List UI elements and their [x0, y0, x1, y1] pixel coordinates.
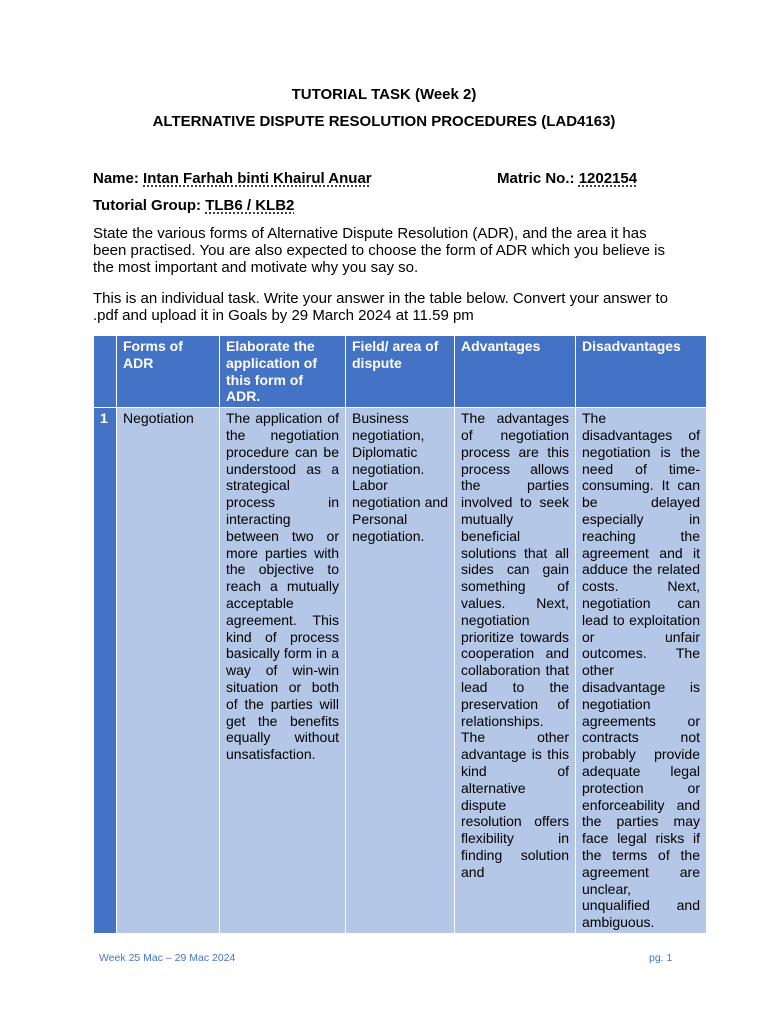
cell-field: Business negotiation, Diplomatic negotiation. Labor negotiation and Personal negotiation.	[346, 408, 455, 934]
footer-page-number: pg. 1	[649, 952, 673, 964]
cell-elaboration: The application of the negotiation procedure can be understood as a strategical process in interacting between two or more parties with the objective to reach a mutually acceptable agreement. This kind of process basically form in a way of win-win situation or both of the parties will get the benefits equally without unsatisfaction.	[220, 408, 346, 934]
footer-week: Week 25 Mac – 29 Mac 2024	[99, 952, 236, 964]
header-number	[94, 336, 117, 408]
name-value: Intan Farhah binti Khairul Anuar	[143, 170, 372, 187]
name-label: Name:	[93, 170, 139, 187]
table-row	[94, 408, 707, 934]
matric-field	[497, 170, 637, 187]
header-forms-of-adr: Forms of ADR	[117, 336, 220, 408]
tutorial-group-value: TLB6 / KLB2	[205, 197, 295, 214]
instruction-paragraph-2: This is an individual task. Write your answer in the table below. Convert your answer to .pdf and upload it in Goals by 29 March 2024 at 11.59 pm	[93, 290, 668, 324]
table-header-row	[94, 336, 707, 408]
document-title: TUTORIAL TASK (Week 2)	[291, 86, 477, 103]
tutorial-group-field	[93, 197, 294, 214]
row-number: 1	[94, 408, 117, 934]
header-disadvantages: Disadvantages	[576, 336, 707, 408]
name-field	[93, 170, 372, 187]
document-subtitle: ALTERNATIVE DISPUTE RESOLUTION PROCEDURES (LAD4163)	[152, 113, 616, 130]
matric-value: 1202154	[578, 170, 638, 187]
advantages-text: The advantages of negotiation process are this process allows the parties involved to seek mutually beneficial solutions that all sides can gain something of values. Next, negotiation prioritize towards cooperation and collaboration that lead to the preservation of relationships. The other advantage is this kind of alternative dispute resolution offers flexibility in finding solution and	[461, 410, 569, 880]
header-advantages: Advantages	[455, 336, 576, 408]
adr-table	[93, 335, 707, 934]
tutorial-group-label: Tutorial Group:	[93, 197, 202, 214]
cell-advantages	[455, 408, 576, 934]
header-elaborate: Elaborate the application of this form of ADR.	[220, 336, 346, 408]
header-field-area: Field/ area of dispute	[346, 336, 455, 408]
cell-disadvantages: The disadvantages of negotiation is the need of time-consuming. It can be delayed especially in reaching the agreement and it adduce the related costs. Next, negotiation can lead to exploitation or unfair outcomes. The other disadvantage is negotiation agreements or contracts not probably provide adequate legal protection or enforceability and the parties may face legal risks if the terms of the agreement are unclear, unqualified and ambiguous.	[576, 408, 707, 934]
cell-form: Negotiation	[117, 408, 220, 934]
matric-label: Matric No.:	[497, 170, 575, 187]
instruction-paragraph-1: State the various forms of Alternative Dispute Resolution (ADR), and the area it has been practised. You are also expected to choose the form of ADR which you believe is the most important and motivate why you say so.	[93, 225, 666, 276]
